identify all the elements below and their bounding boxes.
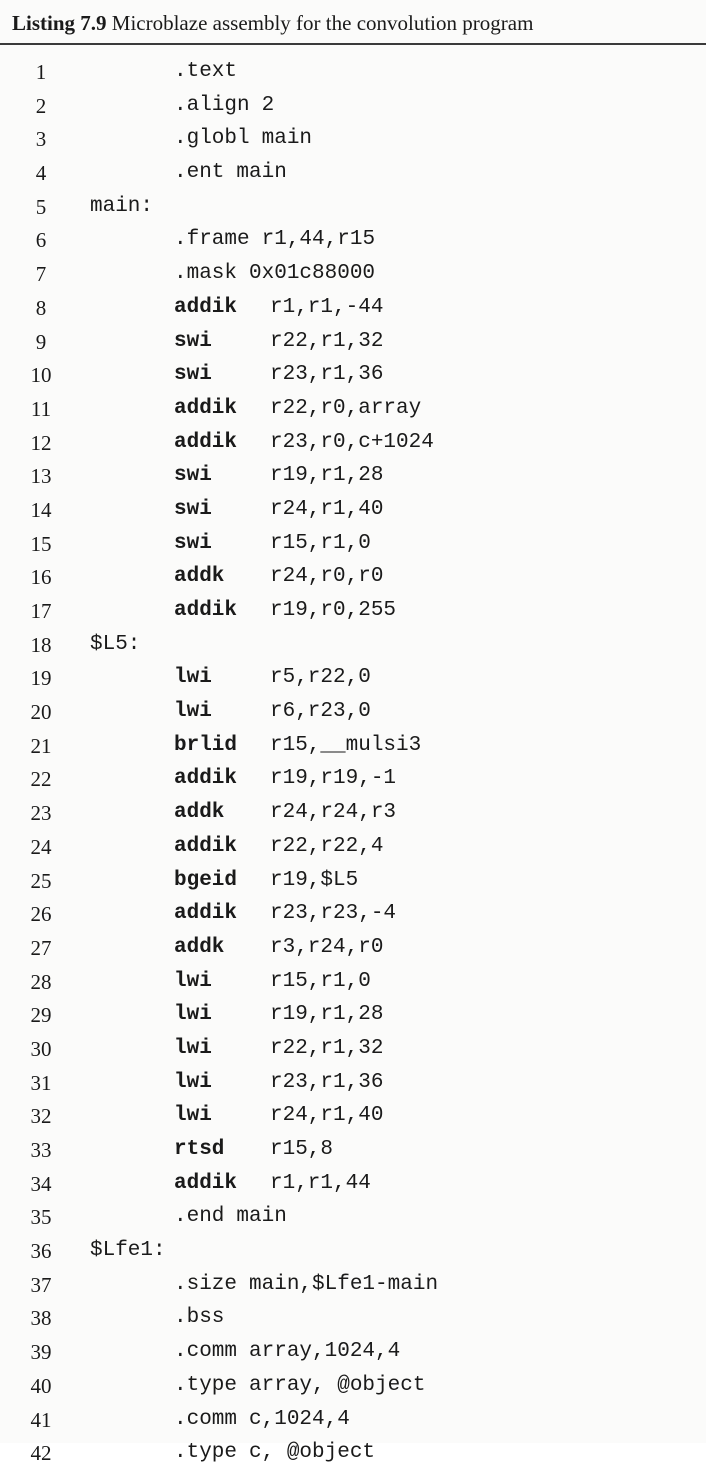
line-number: 19	[30, 666, 52, 691]
code-line	[0, 122, 706, 156]
line-number: 28	[30, 969, 52, 994]
code-line	[0, 89, 706, 123]
code-line	[0, 1032, 706, 1066]
code-line	[0, 1066, 706, 1100]
code-line	[0, 628, 706, 662]
directive-or-label: main:	[90, 194, 154, 218]
code-listing	[0, 55, 706, 1470]
instruction-mnemonic: lwi	[174, 1104, 212, 1128]
listing-title: Microblaze assembly for the convolution program	[111, 11, 534, 35]
instruction-mnemonic: swi	[174, 464, 212, 488]
instruction-mnemonic: addik	[174, 396, 238, 420]
instruction-mnemonic: addik	[174, 1171, 238, 1195]
directive-or-label: .end	[174, 1205, 225, 1229]
line-number: 7	[35, 262, 47, 287]
line-number: 2	[35, 93, 47, 118]
line-number: 25	[30, 868, 52, 893]
line-number: 14	[30, 497, 52, 522]
instruction-mnemonic: addik	[174, 430, 238, 454]
operands: r24,r1,40	[270, 497, 384, 521]
code-text	[174, 125, 312, 153]
line-number: 32	[30, 1104, 52, 1129]
directive-or-label: .globl	[174, 127, 250, 151]
operands: r19,r1,28	[270, 1003, 384, 1027]
code-text	[174, 462, 383, 490]
line-number: 5	[35, 194, 47, 219]
code-line	[0, 1099, 706, 1133]
operands: r19,$L5	[270, 868, 359, 892]
code-line	[0, 796, 706, 830]
code-text	[174, 934, 383, 962]
directive-or-label: .ent	[174, 161, 225, 185]
listing-label: Listing 7.9	[12, 11, 107, 35]
directive-or-label: .mask	[174, 262, 238, 286]
code-text	[174, 496, 383, 524]
code-text	[90, 631, 152, 659]
line-number: 13	[30, 464, 52, 489]
code-text	[174, 294, 383, 322]
operands: r5,r22,0	[270, 666, 371, 690]
operands: r22,r1,32	[270, 1036, 384, 1060]
operands: r24,r24,r3	[270, 801, 397, 825]
instruction-mnemonic: addik	[174, 599, 238, 622]
code-line	[0, 1133, 706, 1167]
operands: array,1024,4	[249, 1340, 401, 1364]
code-line	[0, 1200, 706, 1234]
operands: r22,r22,4	[270, 834, 384, 858]
code-text	[174, 395, 421, 423]
code-line	[0, 729, 706, 763]
code-text	[174, 867, 358, 895]
line-number: 3	[35, 127, 47, 152]
operands: r19,r19,-1	[270, 767, 397, 791]
line-number: 6	[35, 228, 47, 253]
operands: r19,r0,255	[270, 599, 397, 622]
directive-or-label: .size	[174, 1272, 238, 1296]
code-line	[0, 223, 706, 257]
operands: 0x01c88000	[249, 262, 376, 286]
code-line	[0, 1335, 706, 1369]
code-text	[174, 1338, 400, 1366]
code-text	[174, 732, 421, 760]
instruction-mnemonic: addik	[174, 295, 238, 319]
code-text	[174, 530, 371, 558]
directive-or-label: $L5:	[90, 632, 141, 656]
code-line	[0, 897, 706, 931]
code-text	[174, 1170, 371, 1198]
code-text	[174, 900, 396, 928]
instruction-mnemonic: swi	[174, 329, 212, 353]
line-number: 42	[30, 1441, 52, 1466]
code-line	[0, 291, 706, 325]
code-text	[174, 597, 396, 625]
code-line	[0, 527, 706, 561]
line-number: 9	[35, 329, 47, 354]
instruction-mnemonic: addik	[174, 902, 238, 926]
operands: r6,r23,0	[270, 700, 371, 724]
instruction-mnemonic: brlid	[174, 733, 238, 757]
code-text	[174, 799, 396, 827]
instruction-mnemonic: lwi	[174, 700, 212, 724]
code-line	[0, 864, 706, 898]
line-number: 41	[30, 1407, 52, 1432]
code-line	[0, 325, 706, 359]
code-text	[174, 92, 274, 120]
code-line	[0, 358, 706, 392]
operands: main,$Lfe1-main	[249, 1272, 439, 1296]
line-number: 17	[30, 599, 52, 623]
code-line	[0, 190, 706, 224]
operands: main	[236, 161, 287, 185]
instruction-mnemonic: lwi	[174, 969, 212, 993]
line-number: 8	[35, 295, 47, 320]
code-text	[174, 328, 383, 356]
code-text	[174, 1001, 383, 1029]
code-line	[0, 257, 706, 291]
code-text	[174, 1271, 438, 1299]
directive-or-label: .comm	[174, 1407, 238, 1431]
line-number: 22	[30, 767, 52, 792]
code-text	[174, 1304, 236, 1332]
instruction-mnemonic: addk	[174, 801, 225, 825]
instruction-mnemonic: swi	[174, 363, 212, 387]
code-text	[90, 193, 165, 221]
line-number: 38	[30, 1306, 52, 1331]
instruction-mnemonic: lwi	[174, 1003, 212, 1027]
code-text	[174, 1406, 350, 1434]
listing-caption	[12, 8, 706, 48]
operands: r24,r1,40	[270, 1104, 384, 1128]
line-number: 36	[30, 1239, 52, 1264]
code-line	[0, 55, 706, 89]
operands: r19,r1,28	[270, 464, 384, 488]
line-number: 37	[30, 1272, 52, 1297]
operands: array, @object	[249, 1373, 426, 1397]
code-text	[174, 159, 287, 187]
operands: c,1024,4	[249, 1407, 350, 1431]
line-number: 27	[30, 935, 52, 960]
code-line	[0, 392, 706, 426]
code-line	[0, 762, 706, 796]
code-text	[174, 429, 434, 457]
code-text	[174, 226, 375, 254]
operands: main	[261, 127, 313, 151]
instruction-mnemonic: addik	[174, 767, 238, 791]
operands: r23,r1,36	[270, 363, 384, 387]
line-number: 40	[30, 1373, 52, 1398]
code-text	[174, 1372, 425, 1400]
line-number: 12	[30, 430, 52, 455]
operands: r23,r0,c+1024	[270, 430, 434, 454]
operands: r23,r1,36	[270, 1070, 384, 1094]
code-text	[174, 1069, 383, 1097]
code-line	[0, 1268, 706, 1302]
instruction-mnemonic: addk	[174, 565, 225, 589]
instruction-mnemonic: addk	[174, 935, 225, 959]
code-text	[174, 58, 249, 86]
operands: r15,r1,0	[270, 531, 371, 555]
code-text	[174, 765, 396, 793]
code-line	[0, 459, 706, 493]
line-number: 34	[30, 1171, 52, 1196]
line-number: 29	[30, 1003, 52, 1028]
line-number: 20	[30, 700, 52, 725]
line-number: 16	[30, 565, 52, 590]
code-text	[174, 260, 375, 288]
code-line	[0, 1234, 706, 1268]
instruction-mnemonic: rtsd	[174, 1138, 225, 1161]
directive-or-label: $Lfe1:	[90, 1239, 166, 1263]
code-line	[0, 1301, 706, 1335]
code-text	[174, 1439, 375, 1467]
code-text	[174, 664, 371, 692]
line-number: 11	[30, 396, 52, 421]
line-number: 35	[30, 1205, 52, 1230]
code-line	[0, 998, 706, 1032]
directive-or-label: .comm	[174, 1340, 238, 1364]
operands: r1,r1,-44	[270, 295, 384, 319]
line-number: 4	[35, 161, 47, 186]
instruction-mnemonic: swi	[174, 531, 212, 555]
code-text	[174, 833, 383, 861]
code-line	[0, 695, 706, 729]
operands: 2	[261, 93, 275, 117]
line-number: 24	[30, 834, 52, 859]
code-line	[0, 493, 706, 527]
line-number: 1	[35, 60, 47, 84]
line-number: 33	[30, 1138, 52, 1162]
directive-or-label: .type	[174, 1441, 238, 1465]
code-line	[0, 1167, 706, 1201]
line-number: 26	[30, 902, 52, 927]
code-text	[174, 563, 383, 591]
operands: r22,r1,32	[270, 329, 384, 353]
directive-or-label: .bss	[174, 1306, 225, 1330]
operands: r15,8	[270, 1138, 334, 1161]
code-line	[0, 156, 706, 190]
code-line	[0, 830, 706, 864]
directive-or-label: .align	[174, 93, 250, 117]
line-number: 21	[30, 733, 52, 758]
code-text	[90, 1237, 178, 1265]
code-line	[0, 1403, 706, 1437]
instruction-mnemonic: bgeid	[174, 868, 238, 892]
line-number: 31	[30, 1070, 52, 1095]
line-number: 18	[30, 632, 52, 657]
code-text	[174, 698, 371, 726]
instruction-mnemonic: lwi	[174, 666, 212, 690]
instruction-mnemonic: lwi	[174, 1070, 212, 1094]
operands: r23,r23,-4	[270, 902, 397, 926]
line-number: 15	[30, 531, 52, 556]
instruction-mnemonic: lwi	[174, 1036, 212, 1060]
line-number: 23	[30, 801, 52, 826]
code-line	[0, 594, 706, 628]
code-text	[174, 968, 371, 996]
code-text	[174, 1102, 383, 1130]
operands: r15,__mulsi3	[270, 733, 422, 757]
line-number: 30	[30, 1036, 52, 1061]
code-line	[0, 661, 706, 695]
code-line	[0, 1369, 706, 1403]
instruction-mnemonic: swi	[174, 497, 212, 521]
code-text	[174, 1035, 383, 1063]
code-text	[174, 1136, 333, 1164]
operands: main	[236, 1205, 287, 1229]
code-line	[0, 1436, 706, 1470]
directive-or-label: .frame	[174, 228, 250, 252]
operands: r3,r24,r0	[270, 935, 384, 959]
code-text	[174, 1203, 287, 1231]
operands: r24,r0,r0	[270, 565, 384, 589]
code-line	[0, 426, 706, 460]
line-number: 39	[30, 1340, 52, 1365]
directive-or-label: .type	[174, 1373, 238, 1397]
code-line	[0, 931, 706, 965]
operands: c, @object	[249, 1441, 376, 1465]
instruction-mnemonic: addik	[174, 834, 238, 858]
caption-rule	[0, 43, 706, 45]
operands: r15,r1,0	[270, 969, 371, 993]
code-line	[0, 965, 706, 999]
code-text	[174, 361, 383, 389]
line-number: 10	[30, 363, 52, 388]
operands: r1,r1,44	[270, 1171, 371, 1195]
code-line	[0, 560, 706, 594]
operands: r22,r0,array	[270, 396, 422, 420]
directive-or-label: .text	[174, 60, 238, 83]
operands: r1,44,r15	[261, 228, 376, 252]
